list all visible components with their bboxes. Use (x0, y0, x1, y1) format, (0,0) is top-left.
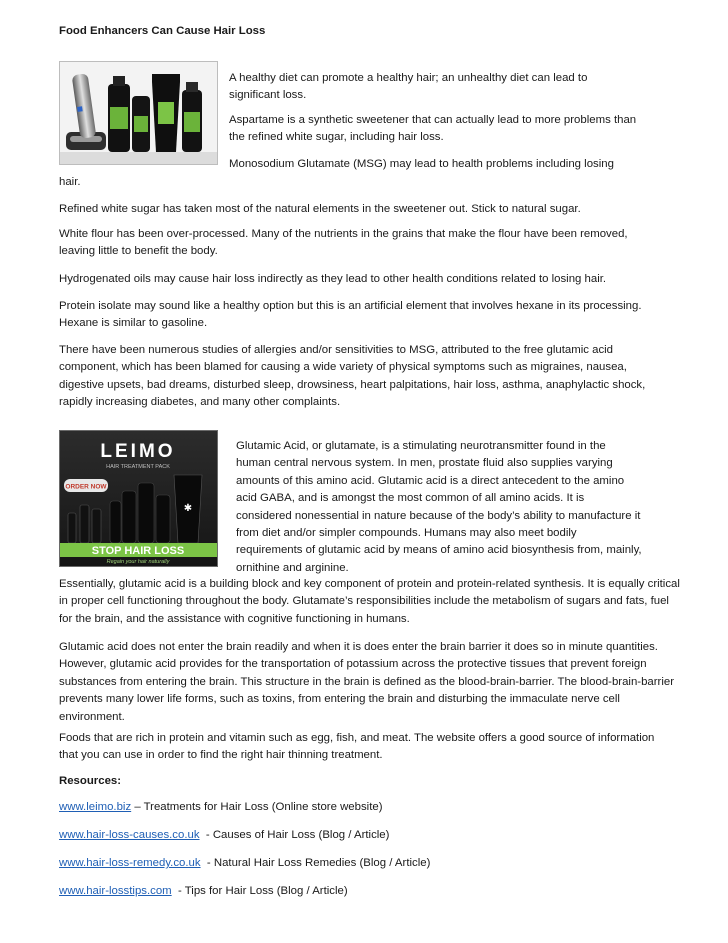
resource-item (59, 827, 389, 844)
page-title: Food Enhancers Can Cause Hair Loss (59, 25, 266, 37)
resource-description: – Treatments for Hair Loss (Online store website) (131, 801, 383, 813)
svg-text:✱: ✱ (183, 503, 193, 514)
paragraph-msg-studies: There have been numerous studies of allergies and/or sensitivities to MSG, attributed to the free glutamic acid component, which has been blamed for causing a wide variety of physical symptoms such as migraines, nausea, digestive upsets, bad dreams, disturbed sleep, drowsiness, heart palpitations, hair loss, asthma, anaphylactic shock, rapidly increasing diabetes, and many other complaints. (59, 344, 646, 409)
resource-description: - Causes of Hair Loss (Blog / Article) (199, 829, 390, 841)
leimo-tagline: Regain your hair naturally (106, 559, 170, 565)
resource-link-hair-loss-causes[interactable]: www.hair-loss-causes.co.uk (59, 829, 200, 841)
resource-link-leimo[interactable]: www.leimo.biz (59, 801, 132, 813)
paragraph-glutamic-building-block: Essentially, glutamic acid is a building block and key component of protein and protein-related synthesis. It is equally critical in proper cell functioning throughout the body. Glutamate’s responsibilities include the metabolism of sugars and fats, fuel for the brain, and the assistance with cognitive functioning in humans. (59, 578, 680, 625)
intro-paragraph-2: Aspartame is a synthetic sweetener that can actually lead to more problems than the refined white sugar, including hair loss. (229, 114, 637, 144)
resource-item (59, 883, 348, 900)
resource-item (59, 855, 430, 872)
product-illustration (60, 62, 217, 164)
paragraph-hydrogenated-oils: Hydrogenated oils may cause hair loss indirectly as they lead to other health conditions related to losing hair. (59, 273, 607, 285)
resource-description: - Tips for Hair Loss (Blog / Article) (171, 885, 348, 897)
intro-paragraph-3-continued: hair. (59, 176, 81, 188)
paragraph-white-flour: White flour has been over-processed. Many of the nutrients in the grains that make the flour have been removed, leaving little to benefit the body. (59, 228, 628, 258)
paragraph-protein-foods: Foods that are rich in protein and vitamin such as egg, fish, and meat. The website offers a good source of information that you can use in order to find the right hair thinning treatment. (59, 732, 655, 762)
resource-item (59, 799, 383, 816)
leimo-brand-text: LEIMO (100, 441, 176, 462)
paragraph-protein-isolate: Protein isolate may sound like a healthy option but this is an artificial element that involves hexane in its processing. Hexane is similar to gasoline. (59, 300, 642, 330)
intro-paragraph-3: Monosodium Glutamate (MSG) may lead to health problems including losing (229, 158, 614, 170)
paragraph-refined-sugar: Refined white sugar has taken most of the natural elements in the sweetener out. Stick to natural sugar. (59, 203, 581, 215)
leimo-subtitle-text: HAIR TREATMENT PACK (106, 464, 170, 470)
resource-description: - Natural Hair Loss Remedies (Blog / Article) (200, 857, 431, 869)
resource-link-hair-losstips[interactable]: www.hair-losstips.com (59, 885, 172, 897)
order-now-badge: ORDER NOW (65, 483, 107, 491)
paragraph-glutamic-acid-definition: Glutamic Acid, or glutamate, is a stimulating neurotransmitter found in the human central nervous system. In men, prostate fluid also supplies varying amounts of this amino acid. Glutamic acid is a direct antecedent to the amino acid GABA, and is amongst the most common of all amino acids. It is considered nonessential in nature because of the body’s ability to manufacture it from diet and/or simpler compounds. Humans may also meet bodily requirements of glutamic acid by means of amino acid biosynthesis from, mainly, ornithine and arginine. (236, 440, 642, 574)
resource-link-hair-loss-remedy[interactable]: www.hair-loss-remedy.co.uk (59, 857, 201, 869)
resources-heading: Resources: (59, 775, 122, 787)
product-image-leimo-pack (59, 430, 218, 567)
paragraph-blood-brain-barrier: Glutamic acid does not enter the brain readily and when it is does enter the brain barrier it does so in minute quantities. However, glutamic acid provides for the transportation of potassium across the protective tissues that prevent foreign substances from entering the brain. This structure in the brain is defined as the blood-brain-barrier. The blood-brain-barrier prevents many lower life forms, such as toxins, from entering the brain and disturbing the immaculate nerve cell environment. (59, 641, 674, 723)
product-image-hair-care-kit (59, 61, 218, 165)
stop-hair-loss-banner: STOP HAIR LOSS (91, 545, 185, 557)
intro-paragraph-1: A healthy diet can promote a healthy hair; an unhealthy diet can lead to significant loss. (229, 72, 588, 102)
leimo-illustration (60, 431, 217, 566)
